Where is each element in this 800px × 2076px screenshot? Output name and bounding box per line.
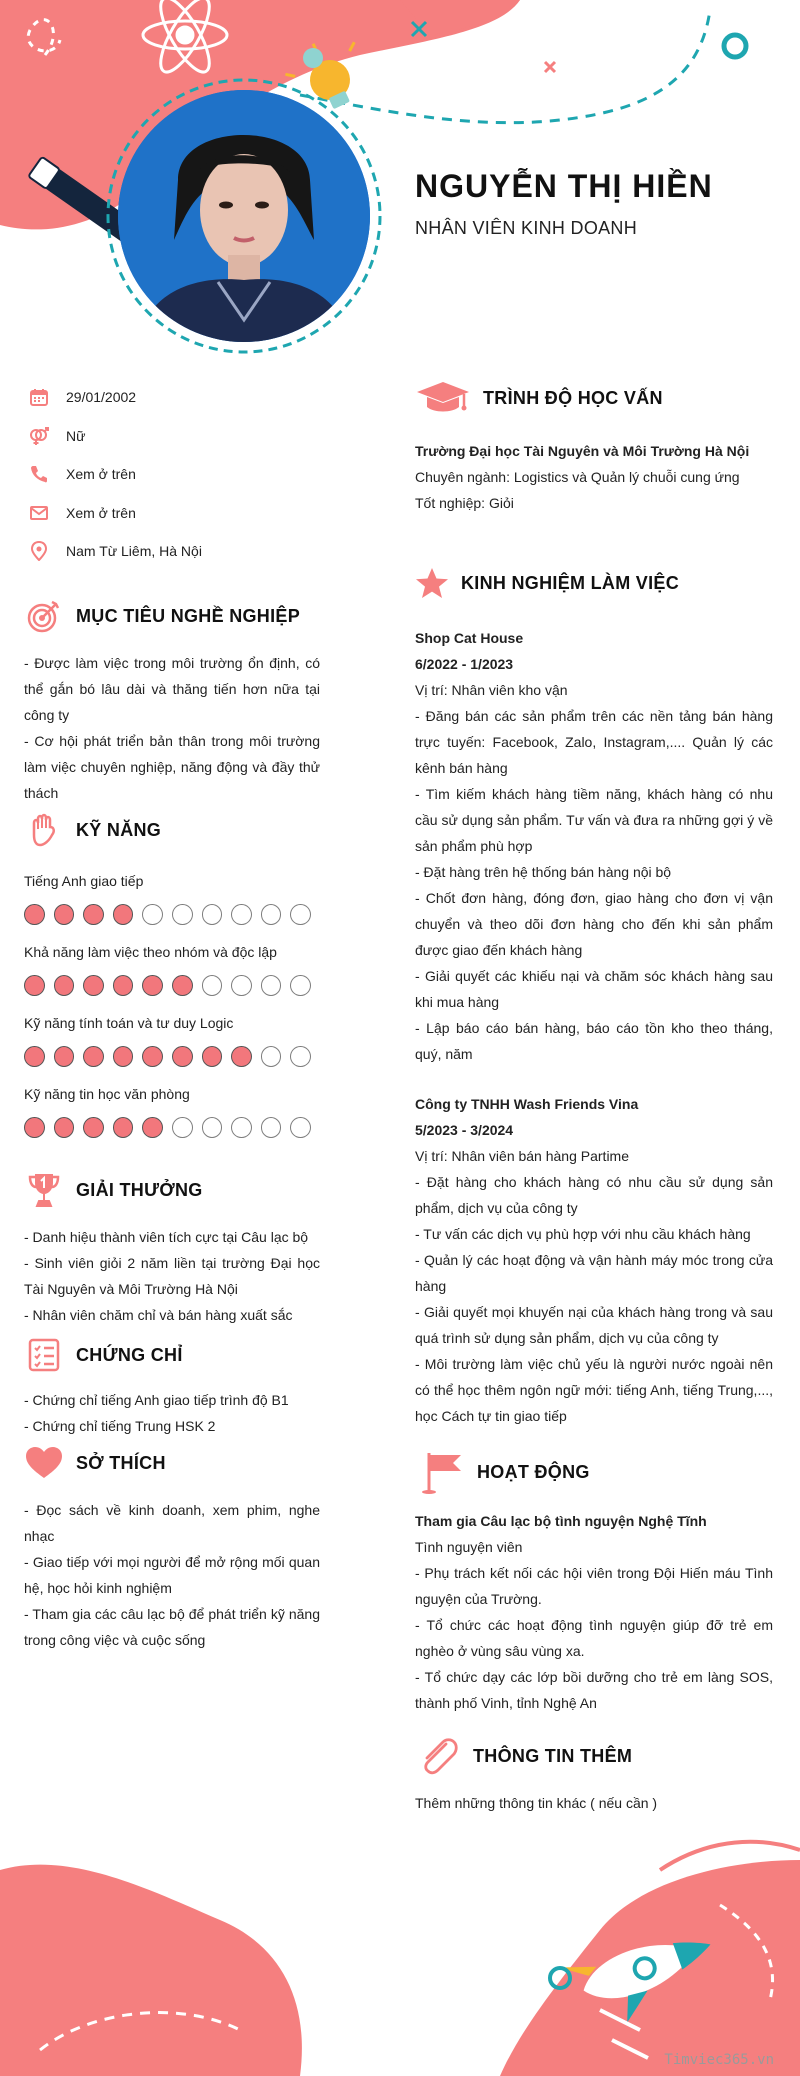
gender-icon bbox=[28, 425, 50, 447]
rating-dot-empty bbox=[290, 1117, 311, 1138]
footer-brand: Timviec365.vn bbox=[664, 2052, 774, 2068]
education-section bbox=[415, 378, 773, 516]
skill-rating bbox=[24, 1117, 320, 1138]
certificates-text bbox=[24, 1387, 320, 1439]
hobbies-section bbox=[24, 1443, 320, 1653]
job-duty: - Môi trường làm việc chủ yếu là người nước ngoài nên có thể học thêm ngôn ngữ mới: tiếng Anh, tiếng Trung,..., học Cách tự tin giao tiếp bbox=[415, 1356, 773, 1424]
rating-dot-filled bbox=[24, 1117, 45, 1138]
activities-title: HOẠT ĐỘNG bbox=[477, 1461, 590, 1482]
award-line: - Danh hiệu thành viên tích cực tại Câu lạc bộ bbox=[24, 1229, 309, 1245]
award-line: - Sinh viên giỏi 2 năm liền tại trường Đại học Tài Nguyên và Môi Trường Hà Nội bbox=[24, 1255, 320, 1297]
award-line: - Nhân viên chăm chỉ và bán hàng xuất sắc bbox=[24, 1307, 293, 1323]
phone-value: Xem ở trên bbox=[66, 466, 136, 483]
phone-icon bbox=[28, 463, 50, 485]
skills-title: KỸ NĂNG bbox=[76, 819, 162, 840]
rating-dot-empty bbox=[261, 975, 282, 996]
rating-dot-empty bbox=[261, 1117, 282, 1138]
education-title: TRÌNH ĐỘ HỌC VẤN bbox=[483, 387, 663, 408]
activities-section bbox=[415, 1452, 773, 1716]
rating-dot-filled bbox=[172, 975, 193, 996]
rating-dot-filled bbox=[24, 904, 45, 925]
extra-info-heading bbox=[415, 1736, 773, 1776]
skill-name: Kỹ năng tin học văn phòng bbox=[24, 1086, 190, 1102]
contact-birthday bbox=[28, 378, 328, 417]
major: Chuyên ngành: Logistics và Quản lý chuỗi cung ứng bbox=[415, 469, 740, 485]
job-duty: - Tìm kiếm khách hàng tiềm năng, khách hàng có nhu cầu sử dụng sản phẩm. Tư vấn và đưa ra những gợi ý về sản phẩm phù hợp bbox=[415, 786, 773, 854]
gender-value: Nữ bbox=[66, 427, 86, 444]
objective-line: - Được làm việc trong môi trường ổn định, có thể gắn bó lâu dài và thăng tiến hơn nữa tại công ty bbox=[24, 655, 320, 723]
rating-dot-filled bbox=[54, 904, 75, 925]
contact-phone bbox=[28, 455, 328, 494]
rating-dot-empty bbox=[290, 1046, 311, 1067]
objective-title: MỤC TIÊU NGHỀ NGHIỆP bbox=[76, 605, 301, 626]
job-duty: - Đặt hàng cho khách hàng có nhu cầu sử dụng sản phẩm, dịch vụ của công ty bbox=[415, 1174, 773, 1216]
activity-role: Tình nguyện viên bbox=[415, 1539, 523, 1555]
skill-name: Tiếng Anh giao tiếp bbox=[24, 873, 144, 889]
address-value: Nam Từ Liêm, Hà Nội bbox=[66, 543, 202, 560]
rating-dot-filled bbox=[83, 1117, 104, 1138]
rating-dot-filled bbox=[142, 1046, 163, 1067]
objective-section bbox=[24, 596, 320, 806]
extra-info-section bbox=[415, 1736, 773, 1816]
hobby-line: - Đọc sách về kinh doanh, xem phim, nghe nhạc bbox=[24, 1502, 320, 1544]
rating-dot-empty bbox=[231, 975, 252, 996]
skills-section bbox=[24, 810, 320, 1154]
rating-dot-empty bbox=[290, 904, 311, 925]
rating-dot-filled bbox=[54, 1046, 75, 1067]
contact-list bbox=[28, 378, 328, 571]
job-duty: - Giải quyết mọi khuyến nại của khách hàng trong và sau quá trình sử dụng sản phẩm, dịch vụ của công ty bbox=[415, 1304, 773, 1346]
objective-line: - Cơ hội phát triển bản thân trong môi trường làm việc chuyên nghiệp, năng động và đầy thử thách bbox=[24, 733, 320, 801]
rating-dot-filled bbox=[202, 1046, 223, 1067]
contact-email bbox=[28, 494, 328, 533]
rating-dot-empty bbox=[202, 1117, 223, 1138]
job-position: Vị trí: Nhân viên bán hàng Partime bbox=[415, 1148, 630, 1164]
job-duty: - Lập báo cáo bán hàng, báo cáo tồn kho theo tháng, quý, năm bbox=[415, 1020, 773, 1062]
awards-text bbox=[24, 1224, 320, 1328]
awards-heading bbox=[24, 1170, 320, 1210]
job-duty: - Quản lý các hoạt động và vận hành máy móc trong cửa hàng bbox=[415, 1252, 773, 1294]
activity-org: Tham gia Câu lạc bộ tình nguyện Nghệ Tĩnh bbox=[415, 1513, 707, 1529]
activity-line: - Phụ trách kết nối các hội viên trong Đội Hiến máu Tình nguyện của Trường. bbox=[415, 1565, 773, 1607]
rating-dot-filled bbox=[24, 975, 45, 996]
job-position: Vị trí: Nhân viên kho vận bbox=[415, 682, 568, 698]
certificate-line: - Chứng chỉ tiếng Trung HSK 2 bbox=[24, 1418, 216, 1434]
job-duty: - Chốt đơn hàng, đóng đơn, giao hàng cho đơn vị vận chuyển và theo dõi đơn hàng cho đến khi sản phẩm được giao đến khách hàng bbox=[415, 890, 773, 958]
rating-dot-filled bbox=[142, 975, 163, 996]
certificate-line: - Chứng chỉ tiếng Anh giao tiếp trình độ B1 bbox=[24, 1392, 289, 1408]
experience-title: KINH NGHIỆM LÀM VIỆC bbox=[461, 572, 680, 593]
school-name: Trường Đại học Tài Nguyên và Môi Trường Hà Nội bbox=[415, 443, 750, 459]
activity-line: - Tổ chức dạy các lớp bồi dưỡng cho trẻ em làng SOS, thành phố Vinh, tỉnh Nghệ An bbox=[415, 1669, 773, 1711]
rating-dot-filled bbox=[142, 1117, 163, 1138]
education-heading bbox=[415, 378, 773, 418]
job-duty: - Đăng bán các sản phẩm trên các nền tảng bán hàng trực tuyến: Facebook, Zalo, Instagram,.... Quản lý các kênh bán hàng bbox=[415, 708, 773, 776]
fist-icon bbox=[24, 810, 64, 850]
activities-heading bbox=[415, 1452, 773, 1492]
rating-dot-filled bbox=[113, 1117, 134, 1138]
company-name: Shop Cat House bbox=[415, 630, 524, 646]
star-icon bbox=[415, 563, 449, 603]
awards-title: GIẢI THƯỞNG bbox=[76, 1179, 203, 1200]
email-value: Xem ở trên bbox=[66, 504, 136, 521]
rating-dot-filled bbox=[54, 1117, 75, 1138]
job-title: NHÂN VIÊN KINH DOANH bbox=[415, 218, 638, 238]
rating-dot-empty bbox=[202, 975, 223, 996]
job-2 bbox=[415, 1091, 773, 1429]
birthday-value: 29/01/2002 bbox=[66, 389, 137, 406]
extra-info-title: THÔNG TIN THÊM bbox=[473, 1745, 633, 1766]
trophy-icon bbox=[24, 1170, 64, 1210]
rating-dot-empty bbox=[142, 904, 163, 925]
target-icon bbox=[24, 596, 64, 636]
company-name: Công ty TNHH Wash Friends Vina bbox=[415, 1096, 639, 1112]
job-duty: - Giải quyết các khiếu nại và chăm sóc khách hàng sau khi mua hàng bbox=[415, 968, 773, 1010]
skill-rating bbox=[24, 1046, 320, 1067]
job-duty: - Tư vấn các dịch vụ phù hợp với nhu cầu khách hàng bbox=[415, 1226, 751, 1242]
awards-section bbox=[24, 1170, 320, 1328]
activities-text bbox=[415, 1508, 773, 1716]
job-period: 5/2023 - 3/2024 bbox=[415, 1122, 514, 1138]
job-1 bbox=[415, 625, 773, 1067]
contact-address bbox=[28, 532, 328, 571]
hobbies-text bbox=[24, 1497, 320, 1653]
hobbies-title: SỞ THÍCH bbox=[76, 1452, 166, 1473]
candidate-name: NGUYỄN THỊ HIỀN bbox=[415, 168, 713, 204]
certificates-title: CHỨNG CHỈ bbox=[76, 1344, 183, 1365]
rating-dot-filled bbox=[24, 1046, 45, 1067]
rating-dot-filled bbox=[113, 975, 134, 996]
rating-dot-empty bbox=[172, 1117, 193, 1138]
extra-info-text: Thêm những thông tin khác ( nếu cần ) bbox=[415, 1795, 658, 1811]
rating-dot-empty bbox=[261, 904, 282, 925]
graduation-grade: Tốt nghiệp: Giỏi bbox=[415, 495, 514, 511]
job-duty: - Đặt hàng trên hệ thống bán hàng nội bộ bbox=[415, 864, 672, 880]
heart-icon bbox=[24, 1443, 64, 1483]
graduation-cap-icon bbox=[415, 378, 471, 418]
experience-heading bbox=[415, 563, 773, 603]
rating-dot-empty bbox=[172, 904, 193, 925]
job-period: 6/2022 - 1/2023 bbox=[415, 656, 514, 672]
profile-photo bbox=[118, 90, 370, 342]
skill-name: Khả năng làm việc theo nhóm và độc lập bbox=[24, 944, 277, 960]
rating-dot-empty bbox=[261, 1046, 282, 1067]
skills-list bbox=[24, 870, 320, 1138]
certificates-section bbox=[24, 1335, 320, 1439]
activity-line: - Tổ chức các hoạt động tình nguyện giúp đỡ trẻ em nghèo ở vùng sâu vùng xa. bbox=[415, 1617, 773, 1659]
rating-dot-filled bbox=[172, 1046, 193, 1067]
rating-dot-empty bbox=[290, 975, 311, 996]
skills-heading bbox=[24, 810, 320, 850]
skill-rating bbox=[24, 904, 320, 925]
objective-heading bbox=[24, 596, 320, 636]
location-icon bbox=[28, 540, 50, 562]
paperclip-icon bbox=[415, 1736, 461, 1776]
rating-dot-filled bbox=[113, 904, 134, 925]
rating-dot-filled bbox=[54, 975, 75, 996]
skill-rating bbox=[24, 975, 320, 996]
rating-dot-empty bbox=[231, 1117, 252, 1138]
education-text bbox=[415, 438, 773, 516]
contact-gender bbox=[28, 417, 328, 456]
hobby-line: - Giao tiếp với mọi người để mở rộng mối quan hệ, học hỏi kinh nghiệm bbox=[24, 1554, 320, 1596]
flag-icon bbox=[415, 1452, 465, 1492]
rating-dot-filled bbox=[113, 1046, 134, 1067]
email-icon bbox=[28, 502, 50, 524]
objective-text bbox=[24, 650, 320, 806]
rating-dot-filled bbox=[83, 975, 104, 996]
calendar-icon bbox=[28, 386, 50, 408]
portrait-image bbox=[118, 90, 370, 342]
skill-name: Kỹ năng tính toán và tư duy Logic bbox=[24, 1015, 234, 1031]
rating-dot-filled bbox=[83, 904, 104, 925]
rating-dot-empty bbox=[202, 904, 223, 925]
checklist-icon bbox=[24, 1335, 64, 1375]
hobby-line: - Tham gia các câu lạc bộ để phát triển kỹ năng trong công việc và cuộc sống bbox=[24, 1606, 320, 1648]
rating-dot-filled bbox=[231, 1046, 252, 1067]
rating-dot-empty bbox=[231, 904, 252, 925]
experience-section bbox=[415, 563, 773, 1429]
rating-dot-filled bbox=[83, 1046, 104, 1067]
hobbies-heading bbox=[24, 1443, 320, 1483]
certificates-heading bbox=[24, 1335, 320, 1375]
